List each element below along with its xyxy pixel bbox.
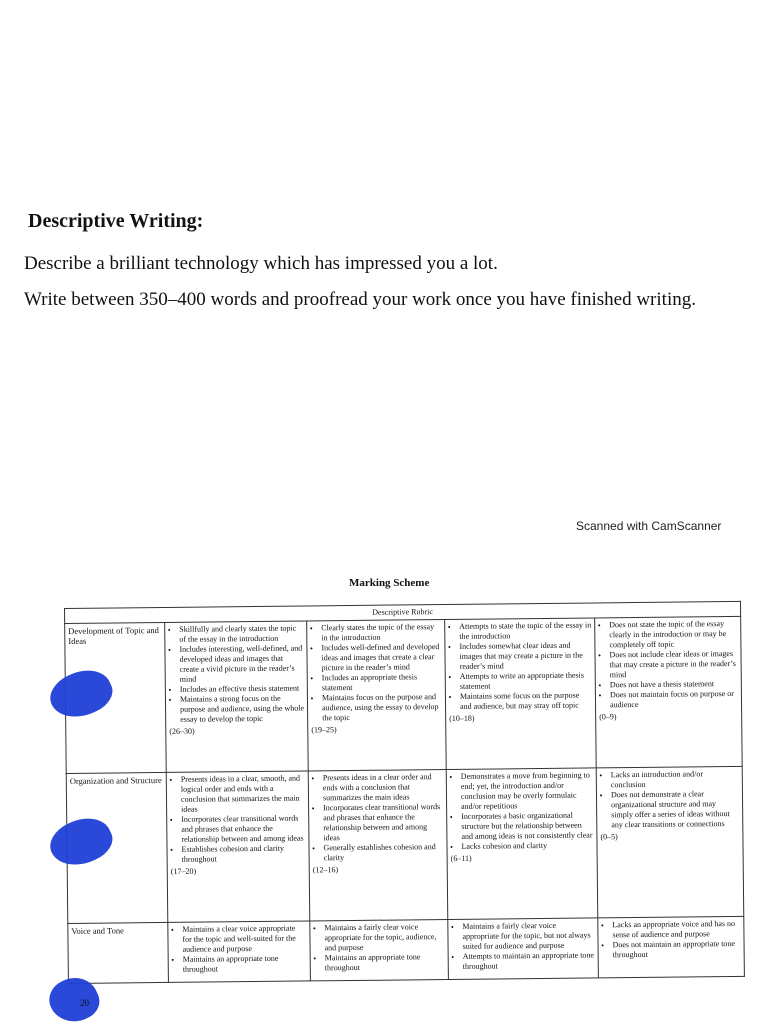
criterion-item: • Includes interesting, well-defined, and developed ideas and images that create a vivid picture in the reader’s mind xyxy=(179,643,303,684)
scanner-watermark: Scanned with CamScanner xyxy=(576,519,722,533)
criterion-item: • Maintains focus on the purpose and audience, using the essay to develop the topic xyxy=(322,692,442,723)
score-range: (0–9) xyxy=(599,712,617,722)
marking-scheme-title: Marking Scheme xyxy=(349,577,430,589)
criteria-list xyxy=(598,619,738,710)
task-prompt-line-2: Write between 350–400 words and proofread your work once you have finished writing. xyxy=(24,289,696,310)
score-points: 20 xyxy=(80,998,89,1008)
rubric-category: Voice and Tone xyxy=(68,922,169,983)
criterion-item: • Does not maintain an appropriate tone throughout xyxy=(613,939,741,960)
criterion-item: • Maintains an appropriate tone throughout xyxy=(325,952,445,973)
criterion-item: • Maintains a fairly clear voice appropriate for the topic, audience, and purpose xyxy=(324,922,444,953)
criterion-item: • Presents ideas in a clear, smooth, and logical order and ends with a conclusion that summarizes the main ideas xyxy=(181,773,305,814)
criterion-item: • Attempts to state the topic of the essay in the introduction xyxy=(459,620,591,641)
criterion-item: • Includes somewhat clear ideas and images that may create a picture in the reader’s mind xyxy=(459,640,591,671)
criterion-item: • Includes well-defined and developed ideas and images that create a clear picture in the reader’s mind xyxy=(321,642,441,673)
criterion-item: • Does not have a thesis statement xyxy=(610,679,738,690)
criterion-item: • Incorporates clear transitional words and phrases that enhance the relationship between and among ideas xyxy=(181,813,305,844)
criterion-item: • Does not maintain focus on purpose or audience xyxy=(610,689,738,710)
criteria-list xyxy=(310,622,442,723)
criteria-list xyxy=(450,770,594,851)
score-range xyxy=(602,961,741,962)
score-range: (26–30) xyxy=(169,726,195,736)
criterion-item: • Incorporates a basic organizational structure but the relationship between and among ideas is not consistently clear xyxy=(461,810,593,841)
rubric-cell xyxy=(598,916,745,978)
rubric-cell xyxy=(308,770,448,921)
criterion-item: • Skillfully and clearly states the topic of the essay in the introduction xyxy=(179,623,303,644)
criteria-list xyxy=(600,769,740,830)
rubric-row xyxy=(68,916,745,983)
score-range: (0–5) xyxy=(600,832,618,842)
rubric-body xyxy=(65,616,745,983)
criterion-item: • Demonstrates a move from beginning to end; yet, the introduction and/or conclusion may be overly formulaic and/or repetitious xyxy=(461,770,593,811)
rubric-row xyxy=(66,766,744,923)
criterion-item: • Maintains an appropriate tone throughout xyxy=(183,953,307,974)
rubric-category: Organization and Structure xyxy=(66,772,168,923)
task-prompt-line-1: Describe a brilliant technology which has impressed you a lot. xyxy=(24,253,498,274)
score-range: (12–16) xyxy=(312,865,339,875)
score-range: (17–20) xyxy=(170,866,197,876)
score-range: (10–18) xyxy=(449,713,475,723)
criterion-item: • Maintains a strong focus on the purpose and audience, using the whole essay to develop the topic xyxy=(180,693,304,724)
criterion-item: • Maintains some focus on the purpose and audience, but may stray off topic xyxy=(460,690,592,711)
score-range xyxy=(314,974,445,975)
criterion-item: • Includes an appropriate thesis statement xyxy=(322,672,442,693)
criterion-item: • Clearly states the topic of the essay in the introduction xyxy=(321,622,441,643)
criterion-item: • Generally establishes cohesion and clarity xyxy=(323,842,443,863)
criteria-list xyxy=(448,620,592,711)
criterion-item: • Lacks cohesion and clarity xyxy=(461,840,593,851)
rubric-cell xyxy=(310,919,449,980)
criteria-list xyxy=(312,772,444,863)
rubric-cell xyxy=(595,616,743,768)
rubric-cell xyxy=(166,771,310,922)
rubric-cell xyxy=(448,918,599,980)
criterion-item: • Does not demonstrate a clear organizational structure and may simply offer a series of ideas without any clear transitions or connections xyxy=(611,789,739,830)
criterion-item: • Presents ideas in a clear order and ends with a conclusion that summarizes the main ideas xyxy=(323,772,443,803)
criteria-list xyxy=(313,922,445,973)
rubric-row xyxy=(65,616,743,773)
criterion-item: • Incorporates clear transitional words and phrases that enhance the relationship between and among ideas xyxy=(323,802,443,843)
rubric-cell xyxy=(596,766,744,918)
criteria-list xyxy=(601,919,740,960)
criterion-item: • Lacks an appropriate voice and has no sense of audience and purpose xyxy=(612,919,740,940)
task-heading: Descriptive Writing: xyxy=(28,210,204,232)
criterion-item: • Attempts to write an appropriate thesis statement xyxy=(460,670,592,691)
criterion-item: • Does not state the topic of the essay clearly in the introduction or may be completely off topic xyxy=(609,619,737,650)
score-range xyxy=(172,975,307,976)
criterion-item: • Maintains a fairly clear voice appropriate for the topic, but not always suited for audience and purpose xyxy=(462,920,594,951)
rubric-cell xyxy=(165,621,309,772)
rubric-cell xyxy=(446,768,598,920)
rubric-cell xyxy=(445,618,597,770)
score-range xyxy=(452,972,595,973)
criterion-item: • Maintains a clear voice appropriate for the topic and well-suited for the audience and purpose xyxy=(182,923,306,954)
score-range: (6–11) xyxy=(450,853,472,863)
score-range: (19–25) xyxy=(311,725,337,735)
criterion-item: • Attempts to maintain an appropriate tone throughout xyxy=(463,950,595,971)
criteria-list xyxy=(171,923,307,974)
rubric-cell xyxy=(168,921,311,982)
rubric-table xyxy=(64,601,745,984)
criterion-item: • Includes an effective thesis statement xyxy=(180,683,304,694)
rubric-title: Descriptive Rubric xyxy=(65,601,741,623)
criterion-item: • Lacks an introduction and/or conclusion xyxy=(611,769,739,790)
criterion-item: • Establishes cohesion and clarity throughout xyxy=(181,843,305,864)
rubric-category: Development of Topic and Ideas xyxy=(65,622,167,773)
criteria-list xyxy=(168,623,304,724)
criterion-item: • Does not include clear ideas or images that may create a picture in the reader’s mind xyxy=(609,649,737,680)
criteria-list xyxy=(170,773,306,864)
criteria-list xyxy=(451,920,595,971)
rubric-cell xyxy=(307,620,447,771)
